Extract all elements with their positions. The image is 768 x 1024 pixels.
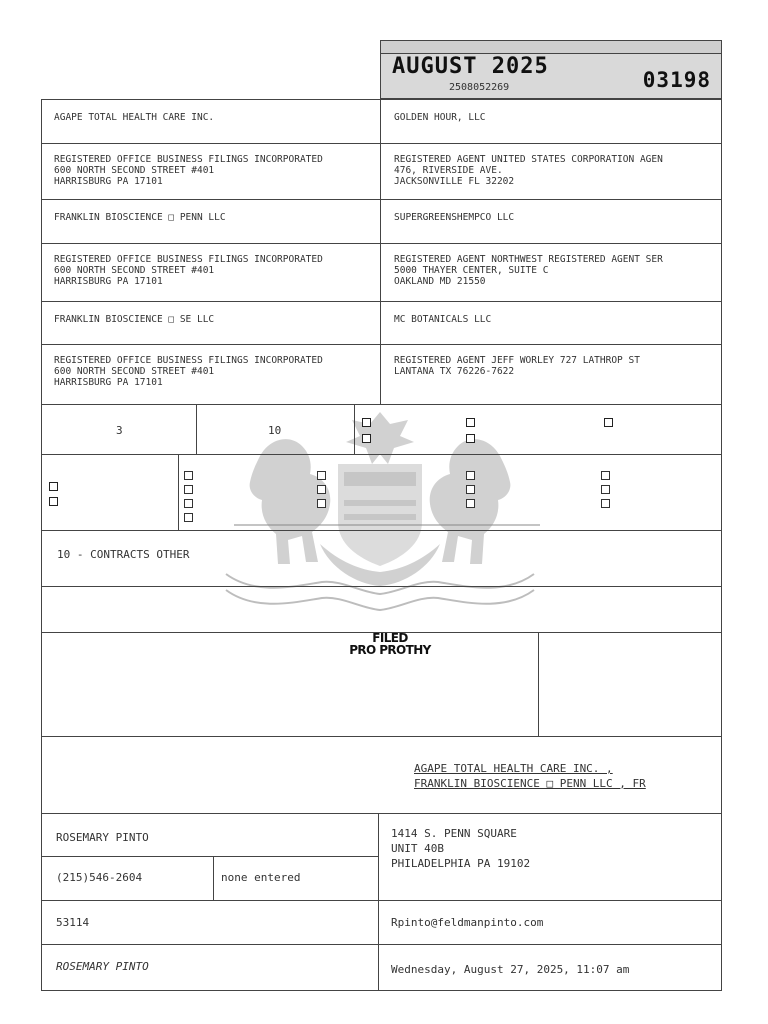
checkbox-court-8[interactable] [466, 471, 475, 480]
filed-stamp-line1: FILED [372, 631, 408, 645]
attorney-name: ROSEMARY PINTO [56, 831, 149, 844]
case-number: 03198 [642, 68, 711, 92]
checkbox-court-6[interactable] [317, 485, 326, 494]
attorney-address-line2: UNIT 40B [391, 842, 444, 855]
plaintiff-2-name: FRANKLIN BIOSCIENCE □ PENN LLC [54, 212, 226, 223]
attorney-id: 53114 [56, 916, 90, 929]
defendant-2-name: SUPERGREENSHEMPCO LLC [394, 212, 515, 223]
checkbox-filing-type-3[interactable] [466, 418, 475, 427]
checkbox-court-4[interactable] [184, 513, 193, 522]
filing-date-header [380, 40, 722, 99]
defendant-count: 10 [268, 424, 282, 437]
filing-month: AUGUST 2025 [392, 54, 549, 79]
defendant-1-name: GOLDEN HOUR, LLC [394, 112, 486, 123]
attorney-phone: (215)546-2604 [56, 871, 143, 884]
checkbox-filing-type-1[interactable] [362, 418, 371, 427]
attorney-email: Rpinto@feldmanpinto.com [391, 916, 544, 929]
attorney-signature: ROSEMARY PINTO [56, 960, 149, 973]
plaintiff-1-name: AGAPE TOTAL HEALTH CARE INC. [54, 112, 215, 123]
checkbox-court-9[interactable] [466, 485, 475, 494]
defendant-2-address-line2: 5000 THAYER CENTER, SUITE C [394, 265, 549, 276]
checkbox-court-3[interactable] [184, 499, 193, 508]
checkbox-court-1[interactable] [184, 471, 193, 480]
case-type: 10 - CONTRACTS OTHER [57, 548, 190, 561]
filed-stamp [330, 632, 450, 656]
plaintiff-3-address-line3: HARRISBURG PA 17101 [54, 377, 163, 388]
plaintiff-3-address-line2: 600 NORTH SECOND STREET #401 [54, 366, 215, 377]
defendant-1-address-line2: 476, RIVERSIDE AVE. [394, 165, 503, 176]
defendant-3-address-line1: REGISTERED AGENT JEFF WORLEY 727 LATHROP ST [394, 355, 640, 366]
checkbox-amount-2[interactable] [49, 497, 58, 506]
filed-stamp-line2: PRO PROTHY [349, 643, 431, 657]
related-parties-line1: AGAPE TOTAL HEALTH CARE INC. , [414, 762, 613, 775]
plaintiff-3-address-line1: REGISTERED OFFICE BUSINESS FILINGS INCORPORATED [54, 355, 323, 366]
checkbox-court-11[interactable] [601, 471, 610, 480]
plaintiff-count: 3 [116, 424, 123, 437]
plaintiff-2-address-line2: 600 NORTH SECOND STREET #401 [54, 265, 215, 276]
plaintiff-3-name: FRANKLIN BIOSCIENCE □ SE LLC [54, 314, 215, 325]
checkbox-amount-1[interactable] [49, 482, 58, 491]
checkbox-court-10[interactable] [466, 499, 475, 508]
defendant-1-address-line1: REGISTERED AGENT UNITED STATES CORPORATION AGEN [394, 154, 663, 165]
checkbox-court-7[interactable] [317, 499, 326, 508]
defendant-1-address-line3: JACKSONVILLE FL 32202 [394, 176, 515, 187]
checkbox-filing-type-2[interactable] [362, 434, 371, 443]
attorney-address-line3: PHILADELPHIA PA 19102 [391, 857, 531, 870]
defendant-2-address-line3: OAKLAND MD 21550 [394, 276, 486, 287]
defendant-2-address-line1: REGISTERED AGENT NORTHWEST REGISTERED AGENT SER [394, 254, 663, 265]
plaintiff-1-address-line2: 600 NORTH SECOND STREET #401 [54, 165, 215, 176]
checkbox-filing-type-4[interactable] [466, 434, 475, 443]
plaintiff-1-address-line3: HARRISBURG PA 17101 [54, 176, 163, 187]
plaintiff-2-address-line1: REGISTERED OFFICE BUSINESS FILINGS INCORPORATED [54, 254, 323, 265]
checkbox-filing-type-5[interactable] [604, 418, 613, 427]
defendant-3-name: MC BOTANICALS LLC [394, 314, 492, 325]
related-parties [414, 761, 646, 791]
checkbox-court-5[interactable] [317, 471, 326, 480]
sequence-number: 2508052269 [449, 82, 510, 93]
checkbox-court-12[interactable] [601, 485, 610, 494]
filing-timestamp: Wednesday, August 27, 2025, 11:07 am [391, 963, 630, 976]
attorney-address-line1: 1414 S. PENN SQUARE [391, 827, 517, 840]
plaintiff-1-address-line1: REGISTERED OFFICE BUSINESS FILINGS INCORPORATED [54, 154, 323, 165]
header-band [381, 41, 721, 54]
checkbox-court-2[interactable] [184, 485, 193, 494]
checkbox-court-13[interactable] [601, 499, 610, 508]
attorney-fax: none entered [221, 871, 301, 884]
defendant-3-address-line2: LANTANA TX 76226-7622 [394, 366, 515, 377]
related-parties-line2: FRANKLIN BIOSCIENCE □ PENN LLC , FR [414, 777, 646, 790]
plaintiff-2-address-line3: HARRISBURG PA 17101 [54, 276, 163, 287]
